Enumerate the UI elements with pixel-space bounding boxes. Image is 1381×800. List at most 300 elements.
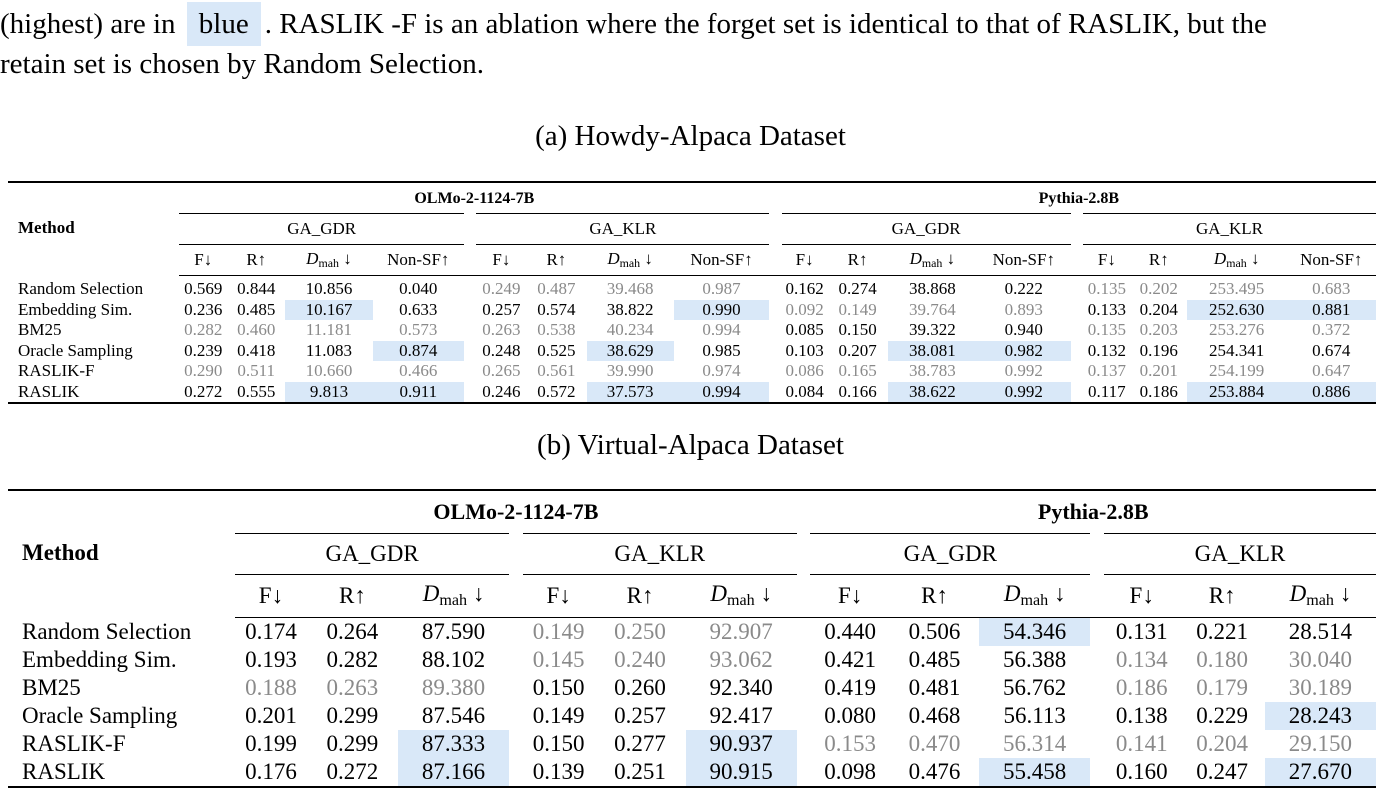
column-gap bbox=[509, 618, 523, 647]
value-cell: 0.487 bbox=[537, 279, 576, 299]
value-cell: 0.470 bbox=[908, 731, 961, 756]
paragraph-text: . RASLIK -F is an ablation where the forget set is identical to that of RASLIK, but the bbox=[264, 8, 1267, 40]
value-cell: 0.257 bbox=[482, 299, 521, 319]
dmah-symbol: D bbox=[306, 249, 319, 269]
metric-header-nonsf: Non-SF↑ bbox=[674, 245, 770, 276]
metric-header-f: F↓ bbox=[810, 575, 889, 618]
column-gap bbox=[509, 646, 523, 674]
table-row bbox=[8, 702, 1376, 730]
value-cell: 0.135 bbox=[1087, 279, 1126, 299]
metric-header-f: F↓ bbox=[476, 245, 526, 276]
metric-header-r: R↑ bbox=[227, 245, 285, 276]
algorithm-header: GA_GDR bbox=[810, 534, 1090, 575]
value-cell: 0.572 bbox=[537, 381, 576, 401]
value-cell: 0.987 bbox=[702, 279, 741, 299]
method-name-cell: RASLIK bbox=[18, 381, 80, 401]
dmah-symbol: D bbox=[422, 581, 440, 607]
dmah-subscript: mah bbox=[726, 592, 755, 610]
metric-header-dmah bbox=[1187, 245, 1287, 276]
value-cell: 30.189 bbox=[1288, 675, 1353, 700]
dmah-subscript: mah bbox=[1226, 255, 1247, 270]
value-cell: 0.881 bbox=[1287, 300, 1376, 321]
value-cell: 0.248 bbox=[482, 340, 521, 360]
value-cell: 0.202 bbox=[1139, 279, 1178, 299]
value-cell: 0.103 bbox=[785, 340, 824, 360]
value-cell: 0.193 bbox=[245, 647, 297, 672]
dmah-symbol: D bbox=[1213, 249, 1227, 269]
value-cell: 0.240 bbox=[614, 647, 666, 672]
value-cell: 0.844 bbox=[237, 279, 276, 299]
value-cell: 0.561 bbox=[537, 361, 576, 381]
value-cell: 0.990 bbox=[674, 300, 770, 321]
value-cell: 0.247 bbox=[1196, 759, 1249, 784]
column-gap bbox=[1090, 674, 1104, 702]
metric-header-r: R↑ bbox=[1179, 575, 1264, 618]
column-gap bbox=[797, 758, 811, 787]
metric-header-nonsf: Non-SF↑ bbox=[373, 245, 464, 276]
value-cell: 38.081 bbox=[888, 341, 977, 362]
value-cell: 27.670 bbox=[1265, 758, 1376, 787]
value-cell: 92.417 bbox=[709, 703, 773, 728]
value-cell: 0.886 bbox=[1287, 382, 1376, 404]
value-cell: 0.222 bbox=[1004, 279, 1043, 299]
down-arrow-icon: ↓ bbox=[1339, 581, 1352, 607]
value-cell: 0.573 bbox=[399, 320, 438, 340]
value-cell: 0.134 bbox=[1115, 647, 1168, 672]
metric-header-r: R↑ bbox=[594, 575, 685, 618]
value-cell: 0.985 bbox=[702, 340, 741, 360]
value-cell: 0.282 bbox=[184, 320, 223, 340]
column-gap bbox=[769, 382, 781, 404]
value-cell: 0.165 bbox=[838, 361, 877, 381]
dmah-subscript: mah bbox=[318, 255, 339, 270]
value-cell: 37.573 bbox=[587, 382, 674, 404]
method-name-cell: BM25 bbox=[22, 675, 81, 700]
value-cell: 0.166 bbox=[838, 381, 877, 401]
dmah-symbol: D bbox=[1289, 581, 1307, 607]
value-cell: 28.514 bbox=[1288, 619, 1353, 644]
table-row bbox=[8, 361, 1376, 382]
value-cell: 39.764 bbox=[908, 299, 956, 319]
table-row bbox=[8, 382, 1376, 404]
value-cell: 0.084 bbox=[785, 381, 824, 401]
value-cell: 0.299 bbox=[326, 703, 379, 728]
value-cell: 40.234 bbox=[606, 320, 654, 340]
column-gap bbox=[464, 341, 476, 362]
value-cell: 0.162 bbox=[785, 279, 824, 299]
value-cell: 10.167 bbox=[285, 300, 372, 321]
value-cell: 10.856 bbox=[305, 279, 353, 299]
model-header: Pythia-2.8B bbox=[1038, 190, 1120, 207]
value-cell: 0.257 bbox=[614, 703, 666, 728]
value-cell: 0.246 bbox=[482, 381, 521, 401]
header-row-models bbox=[8, 182, 1376, 214]
value-cell: 0.098 bbox=[824, 759, 877, 784]
value-cell: 0.135 bbox=[1087, 320, 1126, 340]
value-cell: 0.647 bbox=[1312, 361, 1351, 381]
value-cell: 87.546 bbox=[421, 703, 486, 728]
header-row-metrics bbox=[8, 245, 1376, 276]
column-gap bbox=[769, 341, 781, 362]
method-name-cell: RASLIK-F bbox=[18, 361, 95, 381]
dmah-subscript: mah bbox=[619, 255, 641, 270]
metric-header-r: R↑ bbox=[526, 245, 586, 276]
value-cell: 0.974 bbox=[702, 361, 741, 381]
method-name-cell: Embedding Sim. bbox=[18, 299, 133, 319]
dmah-symbol: D bbox=[710, 581, 727, 607]
metric-header-dmah bbox=[587, 245, 674, 276]
value-cell: 0.186 bbox=[1115, 675, 1168, 700]
algorithm-header: GA_GDR bbox=[235, 534, 509, 575]
metric-header-f: F↓ bbox=[1104, 575, 1180, 618]
value-cell: 0.633 bbox=[399, 299, 438, 319]
value-cell: 0.994 bbox=[674, 382, 770, 404]
column-gap bbox=[464, 320, 476, 341]
value-cell: 0.485 bbox=[237, 299, 276, 319]
value-cell: 0.139 bbox=[532, 759, 585, 784]
value-cell: 0.179 bbox=[1196, 675, 1249, 700]
table-row bbox=[8, 276, 1376, 300]
metric-header-f: F↓ bbox=[1083, 245, 1131, 276]
value-cell: 0.260 bbox=[614, 675, 666, 700]
column-gap bbox=[464, 276, 476, 300]
column-gap bbox=[509, 758, 523, 787]
algorithm-header: GA_KLR bbox=[476, 214, 769, 245]
value-cell: 0.203 bbox=[1139, 320, 1178, 340]
value-cell: 93.062 bbox=[709, 647, 773, 672]
column-gap bbox=[1090, 730, 1104, 758]
value-cell: 0.290 bbox=[184, 361, 223, 381]
column-gap bbox=[1071, 276, 1083, 300]
column-gap bbox=[509, 674, 523, 702]
value-cell: 253.276 bbox=[1209, 320, 1265, 340]
value-cell: 0.525 bbox=[537, 340, 576, 360]
value-cell: 38.783 bbox=[908, 361, 956, 381]
model-header: OLMo-2-1124-7B bbox=[433, 499, 599, 524]
value-cell: 90.937 bbox=[686, 730, 797, 758]
header-row-models bbox=[8, 490, 1376, 534]
method-header: Method bbox=[18, 217, 75, 237]
column-gap bbox=[1071, 382, 1083, 404]
metric-header-dmah bbox=[398, 575, 509, 618]
value-cell: 9.813 bbox=[285, 382, 372, 404]
metric-header-f: F↓ bbox=[235, 575, 307, 618]
value-cell: 10.660 bbox=[305, 361, 353, 381]
value-cell: 0.132 bbox=[1087, 340, 1126, 360]
value-cell: 0.138 bbox=[1115, 703, 1168, 728]
metric-header-r: R↑ bbox=[827, 245, 887, 276]
value-cell: 0.150 bbox=[838, 320, 877, 340]
dmah-subscript: mah bbox=[1020, 592, 1049, 610]
metric-header-dmah bbox=[888, 245, 977, 276]
value-cell: 252.630 bbox=[1187, 300, 1287, 321]
value-cell: 0.994 bbox=[702, 320, 741, 340]
dmah-subscript: mah bbox=[1306, 592, 1334, 610]
value-cell: 0.150 bbox=[532, 675, 585, 700]
down-arrow-icon: ↓ bbox=[343, 249, 352, 269]
dmah-subscript: mah bbox=[439, 592, 468, 610]
value-cell: 0.196 bbox=[1139, 340, 1178, 360]
value-cell: 0.421 bbox=[824, 647, 877, 672]
method-name-cell: Oracle Sampling bbox=[18, 340, 133, 360]
dmah-symbol: D bbox=[909, 249, 922, 269]
value-cell: 0.145 bbox=[532, 647, 585, 672]
value-cell: 0.460 bbox=[237, 320, 276, 340]
value-cell: 0.440 bbox=[824, 619, 877, 644]
method-name-cell: Oracle Sampling bbox=[22, 703, 178, 728]
value-cell: 0.274 bbox=[838, 279, 877, 299]
algorithm-header: GA_GDR bbox=[179, 214, 464, 245]
column-gap bbox=[1090, 618, 1104, 647]
metric-header-r: R↑ bbox=[307, 575, 398, 618]
metric-header-f: F↓ bbox=[523, 575, 595, 618]
value-cell: 88.102 bbox=[421, 647, 486, 672]
algorithm-header: GA_GDR bbox=[782, 214, 1071, 245]
method-header: Method bbox=[22, 539, 99, 565]
metric-header-dmah bbox=[285, 245, 372, 276]
value-cell: 0.150 bbox=[532, 731, 585, 756]
value-cell: 0.092 bbox=[785, 299, 824, 319]
metric-header-nonsf: Non-SF↑ bbox=[977, 245, 1070, 276]
value-cell: 0.485 bbox=[908, 647, 961, 672]
header-row-algorithms bbox=[8, 534, 1376, 575]
column-gap bbox=[1071, 361, 1083, 382]
header-row-algorithms bbox=[8, 214, 1376, 245]
model-header: Pythia-2.8B bbox=[1037, 499, 1149, 524]
value-cell: 56.314 bbox=[1003, 731, 1067, 756]
value-cell: 87.590 bbox=[421, 619, 486, 644]
value-cell: 0.263 bbox=[482, 320, 521, 340]
column-gap bbox=[797, 646, 811, 674]
value-cell: 54.346 bbox=[979, 618, 1090, 647]
value-cell: 0.137 bbox=[1087, 361, 1126, 381]
value-cell: 0.683 bbox=[1312, 279, 1351, 299]
value-cell: 0.272 bbox=[184, 381, 223, 401]
value-cell: 0.229 bbox=[1196, 703, 1249, 728]
value-cell: 11.181 bbox=[305, 320, 352, 340]
value-cell: 0.201 bbox=[245, 703, 297, 728]
value-cell: 29.150 bbox=[1288, 731, 1353, 756]
method-name-cell: Random Selection bbox=[18, 279, 144, 298]
paragraph-text: (highest) are in bbox=[0, 8, 176, 40]
paragraph-line-2: retain set is chosen by Random Selection. bbox=[0, 48, 485, 80]
algorithm-header: GA_KLR bbox=[1083, 214, 1376, 245]
down-arrow-icon: ↓ bbox=[760, 581, 772, 607]
down-arrow-icon: ↓ bbox=[472, 581, 485, 607]
metric-header-r: R↑ bbox=[890, 575, 979, 618]
value-cell: 89.380 bbox=[421, 675, 486, 700]
value-cell: 0.133 bbox=[1087, 299, 1126, 319]
column-gap bbox=[464, 300, 476, 321]
caption-paragraph bbox=[0, 4, 1381, 84]
value-cell: 39.322 bbox=[908, 320, 956, 340]
value-cell: 0.264 bbox=[326, 619, 379, 644]
value-cell: 0.174 bbox=[245, 619, 297, 644]
table-row bbox=[8, 341, 1376, 362]
value-cell: 0.265 bbox=[482, 361, 521, 381]
column-gap bbox=[769, 361, 781, 382]
value-cell: 38.622 bbox=[888, 382, 977, 404]
value-cell: 0.506 bbox=[908, 619, 961, 644]
method-name-cell: RASLIK-F bbox=[22, 731, 126, 756]
value-cell: 55.458 bbox=[979, 758, 1090, 787]
value-cell: 92.340 bbox=[709, 675, 773, 700]
column-gap bbox=[1090, 758, 1104, 787]
value-cell: 0.207 bbox=[838, 340, 877, 360]
value-cell: 0.239 bbox=[184, 340, 223, 360]
value-cell: 0.149 bbox=[532, 619, 585, 644]
value-cell: 0.569 bbox=[184, 279, 223, 299]
column-gap bbox=[464, 361, 476, 382]
column-gap bbox=[1071, 341, 1083, 362]
value-cell: 0.221 bbox=[1196, 619, 1249, 644]
value-cell: 11.083 bbox=[305, 340, 352, 360]
value-cell: 0.263 bbox=[326, 675, 379, 700]
column-gap bbox=[1071, 320, 1083, 341]
column-gap bbox=[1090, 646, 1104, 674]
value-cell: 38.629 bbox=[587, 341, 674, 362]
value-cell: 0.204 bbox=[1139, 299, 1178, 319]
value-cell: 0.418 bbox=[237, 340, 276, 360]
highlight-legend-swatch: blue bbox=[187, 2, 261, 46]
down-arrow-icon: ↓ bbox=[1053, 581, 1066, 607]
paragraph-line-1 bbox=[0, 4, 1381, 44]
value-cell: 0.992 bbox=[1004, 361, 1043, 381]
metric-header-r: R↑ bbox=[1131, 245, 1187, 276]
value-cell: 0.674 bbox=[1312, 340, 1351, 360]
value-cell: 0.277 bbox=[614, 731, 666, 756]
algorithm-header: GA_KLR bbox=[523, 534, 797, 575]
value-cell: 0.272 bbox=[326, 759, 379, 784]
value-cell: 0.874 bbox=[373, 341, 464, 362]
value-cell: 39.468 bbox=[606, 279, 654, 299]
algorithm-header: GA_KLR bbox=[1104, 534, 1376, 575]
value-cell: 0.201 bbox=[1139, 361, 1178, 381]
value-cell: 0.419 bbox=[824, 675, 877, 700]
value-cell: 254.199 bbox=[1209, 361, 1265, 381]
column-gap bbox=[509, 730, 523, 758]
value-cell: 0.372 bbox=[1312, 320, 1351, 340]
column-gap bbox=[769, 300, 781, 321]
metric-header-dmah bbox=[1265, 575, 1376, 618]
method-name-cell: BM25 bbox=[18, 320, 62, 340]
value-cell: 0.160 bbox=[1115, 759, 1168, 784]
table-howdy-alpaca bbox=[8, 181, 1376, 404]
value-cell: 0.555 bbox=[237, 381, 276, 401]
value-cell: 92.907 bbox=[709, 619, 773, 644]
column-gap bbox=[1071, 300, 1083, 321]
value-cell: 0.249 bbox=[482, 279, 521, 299]
dmah-subscript: mah bbox=[921, 255, 943, 270]
value-cell: 39.990 bbox=[606, 361, 654, 381]
value-cell: 0.992 bbox=[977, 382, 1070, 404]
table-row bbox=[8, 320, 1376, 341]
value-cell: 28.243 bbox=[1265, 702, 1376, 730]
metric-header-f: F↓ bbox=[782, 245, 828, 276]
value-cell: 0.511 bbox=[237, 361, 276, 381]
value-cell: 0.117 bbox=[1088, 381, 1126, 401]
value-cell: 56.113 bbox=[1003, 703, 1066, 728]
method-name-cell: Random Selection bbox=[22, 618, 192, 644]
value-cell: 253.495 bbox=[1209, 279, 1265, 299]
down-arrow-icon: ↓ bbox=[946, 249, 956, 269]
column-gap bbox=[797, 702, 811, 730]
value-cell: 56.762 bbox=[1003, 675, 1067, 700]
value-cell: 30.040 bbox=[1288, 647, 1353, 672]
value-cell: 0.982 bbox=[977, 341, 1070, 362]
value-cell: 0.251 bbox=[614, 759, 666, 784]
method-name-cell: Embedding Sim. bbox=[22, 647, 177, 672]
value-cell: 0.893 bbox=[1004, 299, 1043, 319]
value-cell: 38.822 bbox=[606, 299, 654, 319]
value-cell: 0.188 bbox=[245, 675, 297, 700]
value-cell: 0.085 bbox=[785, 320, 824, 340]
value-cell: 0.040 bbox=[399, 279, 438, 299]
value-cell: 0.481 bbox=[908, 675, 961, 700]
column-gap bbox=[797, 618, 811, 647]
value-cell: 0.199 bbox=[245, 731, 297, 756]
value-cell: 0.149 bbox=[838, 299, 877, 319]
value-cell: 0.180 bbox=[1196, 647, 1249, 672]
value-cell: 0.141 bbox=[1115, 731, 1168, 756]
metric-header-nonsf: Non-SF↑ bbox=[1287, 245, 1376, 276]
column-gap bbox=[769, 276, 781, 300]
value-cell: 0.940 bbox=[1004, 320, 1043, 340]
down-arrow-icon: ↓ bbox=[1250, 249, 1260, 269]
value-cell: 0.574 bbox=[537, 299, 576, 319]
column-gap bbox=[509, 702, 523, 730]
table-row bbox=[8, 758, 1376, 787]
value-cell: 0.149 bbox=[532, 703, 585, 728]
column-gap bbox=[1090, 702, 1104, 730]
value-cell: 87.333 bbox=[398, 730, 509, 758]
value-cell: 0.250 bbox=[614, 619, 666, 644]
method-name-cell: RASLIK bbox=[22, 759, 106, 784]
value-cell: 87.166 bbox=[398, 758, 509, 787]
dmah-symbol: D bbox=[1003, 581, 1021, 607]
value-cell: 0.468 bbox=[908, 703, 961, 728]
value-cell: 38.868 bbox=[908, 279, 956, 299]
value-cell: 0.153 bbox=[824, 731, 877, 756]
table-row bbox=[8, 618, 1376, 647]
metric-header-f: F↓ bbox=[179, 245, 227, 276]
value-cell: 0.299 bbox=[326, 731, 379, 756]
model-header: OLMo-2-1124-7B bbox=[414, 190, 535, 207]
dmah-symbol: D bbox=[607, 249, 620, 269]
value-cell: 254.341 bbox=[1209, 340, 1265, 360]
table-b-caption: (b) Virtual-Alpaca Dataset bbox=[537, 429, 844, 461]
value-cell: 0.282 bbox=[326, 647, 379, 672]
down-arrow-icon: ↓ bbox=[644, 249, 653, 269]
table-a-caption: (a) Howdy-Alpaca Dataset bbox=[535, 120, 846, 152]
value-cell: 0.236 bbox=[184, 299, 223, 319]
value-cell: 0.186 bbox=[1139, 381, 1178, 401]
value-cell: 0.080 bbox=[824, 703, 877, 728]
metric-header-dmah bbox=[979, 575, 1090, 618]
value-cell: 253.884 bbox=[1187, 382, 1287, 404]
metric-header-dmah bbox=[686, 575, 797, 618]
table-row bbox=[8, 300, 1376, 321]
value-cell: 0.476 bbox=[908, 759, 961, 784]
table-row bbox=[8, 730, 1376, 758]
value-cell: 0.131 bbox=[1115, 619, 1168, 644]
value-cell: 0.466 bbox=[399, 361, 438, 381]
table-virtual-alpaca bbox=[8, 489, 1376, 788]
value-cell: 0.176 bbox=[245, 759, 297, 784]
column-gap bbox=[797, 674, 811, 702]
column-gap bbox=[464, 382, 476, 404]
table-row bbox=[8, 674, 1376, 702]
